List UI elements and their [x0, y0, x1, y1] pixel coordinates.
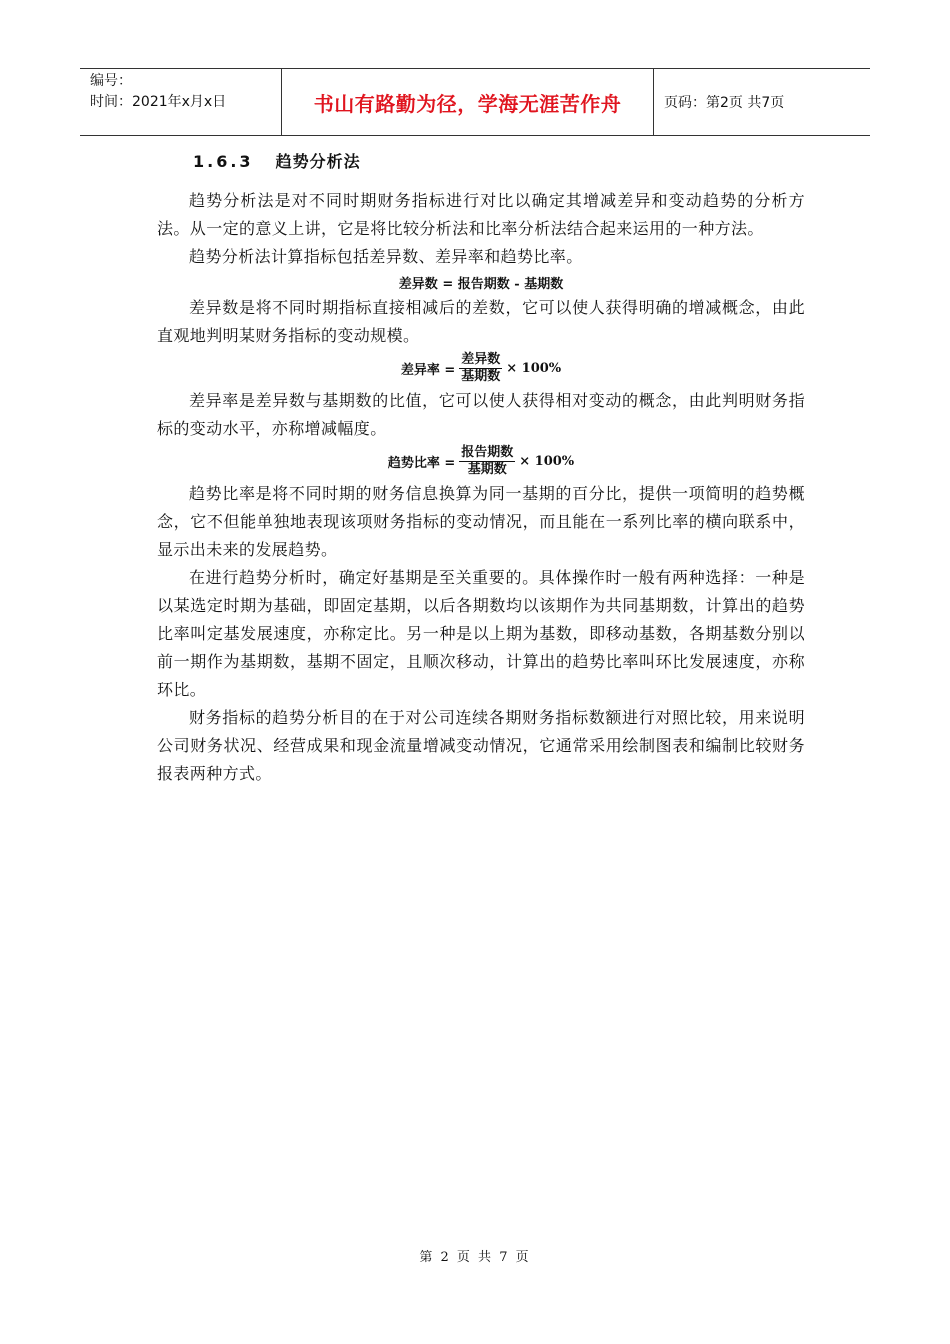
paragraph-7: 财务指标的趋势分析目的在于对公司连续各期财务指标数额进行对照比较，用来说明公司财务状况、经营成果和现金流量增减变动情况，它通常采用绘制图表和编制比较财务报表两种方式。	[157, 708, 805, 783]
fraction-numerator: 报告期数	[461, 445, 514, 460]
formula-trend-ratio-tail: × 100%	[519, 454, 575, 469]
paragraph-3: 差异数是将不同时期指标直接相减后的差数，它可以使人获得明确的增减概念，由此直观地判明某财务指标的变动规模。	[157, 298, 805, 345]
formula-difference-rate-tail: × 100%	[506, 361, 562, 376]
paragraph-1: 趋势分析法是对不同时期财务指标进行对比以确定其增减差异和变动趋势的分析方法。从一定的意义上讲，它是将比较分析法和比率分析法结合起来运用的一种方法。	[157, 191, 805, 238]
formula-trend-ratio-fraction	[459, 445, 515, 478]
page-footer	[0, 1246, 950, 1265]
page-code: 页码：第2页 共7页	[664, 95, 785, 111]
paragraph-5: 趋势比率是将不同时期的财务信息换算为同一基期的百分比，提供一项简明的趋势概念，它不但能单独地表现该项财务指标的变动情况，而且能在一系列比率的横向联系中，显示出未来的发展趋势。	[157, 484, 805, 559]
number-label: 编号：	[90, 73, 132, 89]
formula-difference-text: 差异数 = 报告期数 - 基期数	[398, 277, 564, 292]
header-left-cell	[80, 69, 282, 135]
fraction-denominator: 基期数	[461, 369, 501, 384]
section-number: 1.6.3	[193, 152, 254, 171]
header-motto-cell	[282, 69, 654, 135]
page-header	[80, 68, 870, 136]
time-label: 时间：2021年x月x日	[90, 94, 227, 110]
header-page-cell	[654, 69, 870, 135]
motto-text: 书山有路勤为径，学海无涯苦作舟	[313, 91, 622, 116]
formula-difference-rate	[157, 352, 805, 385]
section-title: 趋势分析法	[275, 152, 361, 171]
formula-difference-rate-fraction	[459, 352, 502, 385]
document-body	[157, 148, 805, 788]
paragraph-4: 差异率是差异数与基期数的比值，它可以使人获得相对变动的概念，由此判明财务指标的变动水平，亦称增减幅度。	[157, 391, 805, 438]
paragraph-6: 在进行趋势分析时，确定好基期是至关重要的。具体操作时一般有两种选择：一种是以某选定时期为基础，即固定基期，以后各期数均以该期作为共同基期数，计算出的趋势比率叫定基发展速度，亦称定比。另一种是以上期为基数，即移动基数，各期基数分别以前一期作为基期数，基期不固定，且顺次移动，计算出的趋势比率叫环比发展速度，亦称环比。	[157, 568, 805, 699]
formula-difference	[157, 273, 805, 292]
fraction-denominator: 基期数	[467, 462, 507, 477]
formula-trend-ratio	[157, 445, 805, 478]
footer-page-number: 第 2 页 共 7 页	[419, 1250, 531, 1265]
fraction-numerator: 差异数	[461, 352, 501, 367]
formula-difference-rate-lhs: 差异率 =	[400, 363, 456, 378]
formula-trend-ratio-lhs: 趋势比率 =	[387, 456, 456, 471]
section-heading	[193, 148, 805, 176]
paragraph-2: 趋势分析法计算指标包括差异数、差异率和趋势比率。	[189, 247, 583, 266]
